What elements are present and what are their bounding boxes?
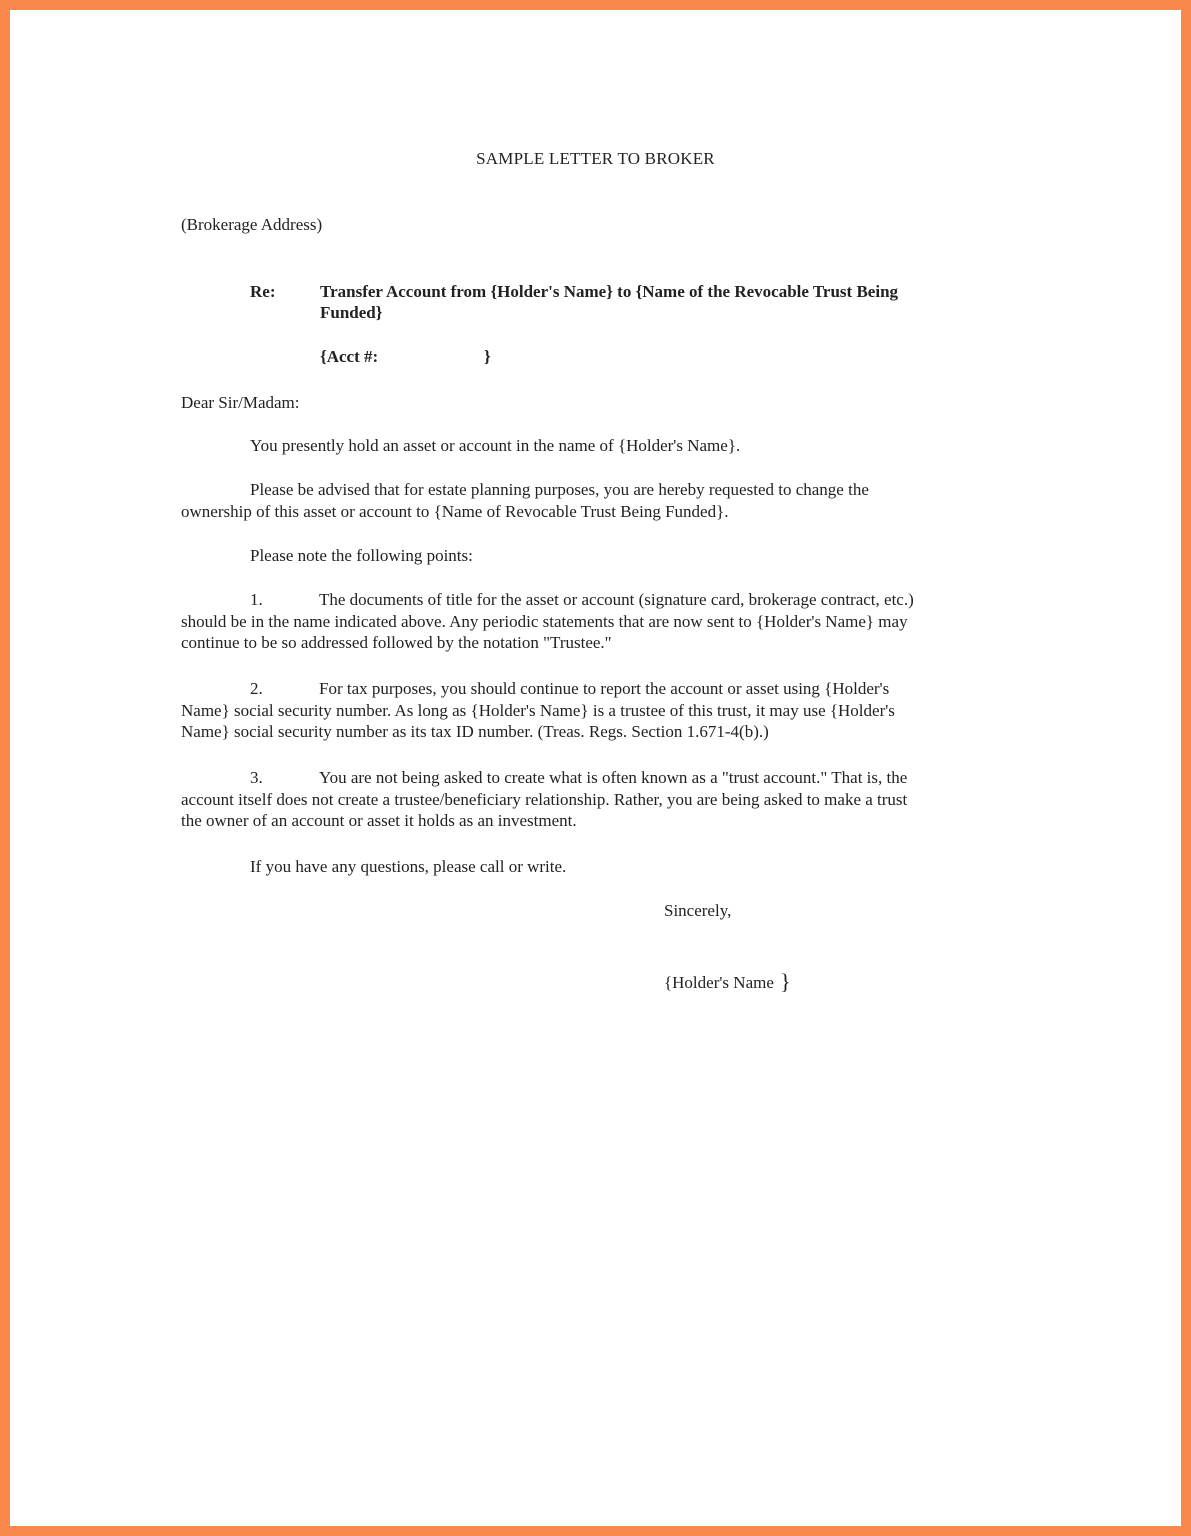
point-2-line-1: For tax purposes, you should continue to report the account or asset using {Holder's (319, 679, 890, 698)
signature (664, 970, 791, 994)
signature-name: {Holder's Name (664, 973, 774, 992)
re-subject-line-2: Funded} (320, 303, 383, 322)
signature-close: } (780, 969, 791, 994)
letter-title: SAMPLE LETTER TO BROKER (476, 149, 715, 168)
re-label: Re: (250, 282, 276, 301)
point-1-line-3: continue to be so addressed followed by the notation "Trustee." (181, 633, 612, 652)
paragraph-3: Please note the following points: (250, 546, 473, 565)
point-2-number: 2. (250, 679, 263, 698)
brokerage-address: (Brokerage Address) (181, 215, 323, 234)
paragraph-1: You presently hold an asset or account in the name of {Holder's Name}. (250, 436, 741, 455)
acct-label: {Acct #: (320, 347, 379, 366)
point-3-line-3: the owner of an account or asset it holds as an investment. (181, 811, 577, 830)
point-3-number: 3. (250, 768, 263, 787)
point-3-line-1: You are not being asked to create what is often known as a "trust account." That is, the (319, 768, 908, 787)
point-2-line-2: Name} social security number. As long as {Holder's Name} is a trustee of this trust, it may use {Holder's (181, 700, 895, 720)
point-1-line-1: The documents of title for the asset or account (signature card, brokerage contract, etc.) (319, 590, 914, 609)
point-2 (181, 678, 1011, 743)
paragraph-2-line-1: Please be advised that for estate planning purposes, you are hereby requested to change the (250, 480, 869, 499)
point-1 (181, 589, 1011, 654)
paragraph-2-line-2: ownership of this asset or account to {Name of Revocable Trust Being Funded}. (181, 501, 729, 521)
point-1-line-2: should be in the name indicated above. Any periodic statements that are now sent to {Holder's Name} may (181, 611, 908, 631)
point-2-line-3: Name} social security number as its tax ID number. (Treas. Regs. Section 1.671-4(b).) (181, 722, 769, 741)
salutation: Dear Sir/Madam: (181, 393, 300, 412)
point-1-number: 1. (250, 590, 263, 609)
closing: Sincerely, (664, 901, 732, 920)
point-3-line-2: account itself does not create a trustee/beneficiary relationship. Rather, you are being asked to make a trust (181, 789, 908, 809)
point-3 (181, 767, 1011, 832)
acct-close: } (484, 347, 491, 366)
paragraph-2 (181, 479, 1011, 522)
closing-paragraph: If you have any questions, please call or write. (250, 857, 567, 876)
re-subject-line-1: Transfer Account from {Holder's Name} to {Name of the Revocable Trust Being (320, 282, 899, 301)
